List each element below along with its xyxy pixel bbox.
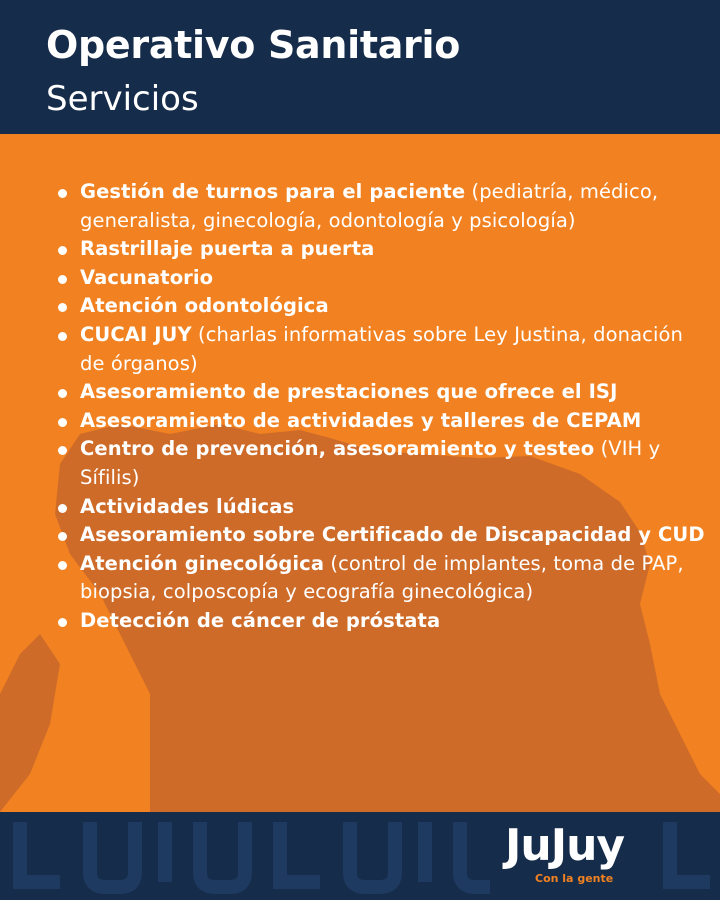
list-item: Centro de prevención, asesoramiento y testeo (VIH y Sífilis) [56,435,706,492]
services-panel [0,134,720,812]
list-item: Asesoramiento sobre Certificado de Discapacidad y CUD [56,521,706,550]
list-item: Actividades lúdicas [56,493,706,522]
list-item: Asesoramiento de prestaciones que ofrece el ISJ [56,378,706,407]
services-list [56,178,706,636]
list-item: Gestión de turnos para el paciente (pediatría, médico, generalista, ginecología, odontología y psicología) [56,178,706,235]
header-banner [0,0,720,134]
footer-banner [0,812,720,900]
jujuy-logo [505,822,655,894]
page-title: Operativo Sanitario [46,23,461,67]
list-item: Detección de cáncer de próstata [56,607,706,636]
logo-text: JuJuy [505,820,625,871]
list-item: Atención odontológica [56,292,706,321]
list-item: Asesoramiento de actividades y talleres de CEPAM [56,407,706,436]
list-item: CUCAI JUY (charlas informativas sobre Ley Justina, donación de órganos) [56,321,706,378]
page-subtitle: Servicios [46,79,199,119]
list-item: Atención ginecológica (control de implantes, toma de PAP, biopsia, colposcopía y ecografía ginecológica) [56,550,706,607]
logo-tagline: Con la gente [535,872,614,885]
list-item: Vacunatorio [56,264,706,293]
list-item: Rastrillaje puerta a puerta [56,235,706,264]
